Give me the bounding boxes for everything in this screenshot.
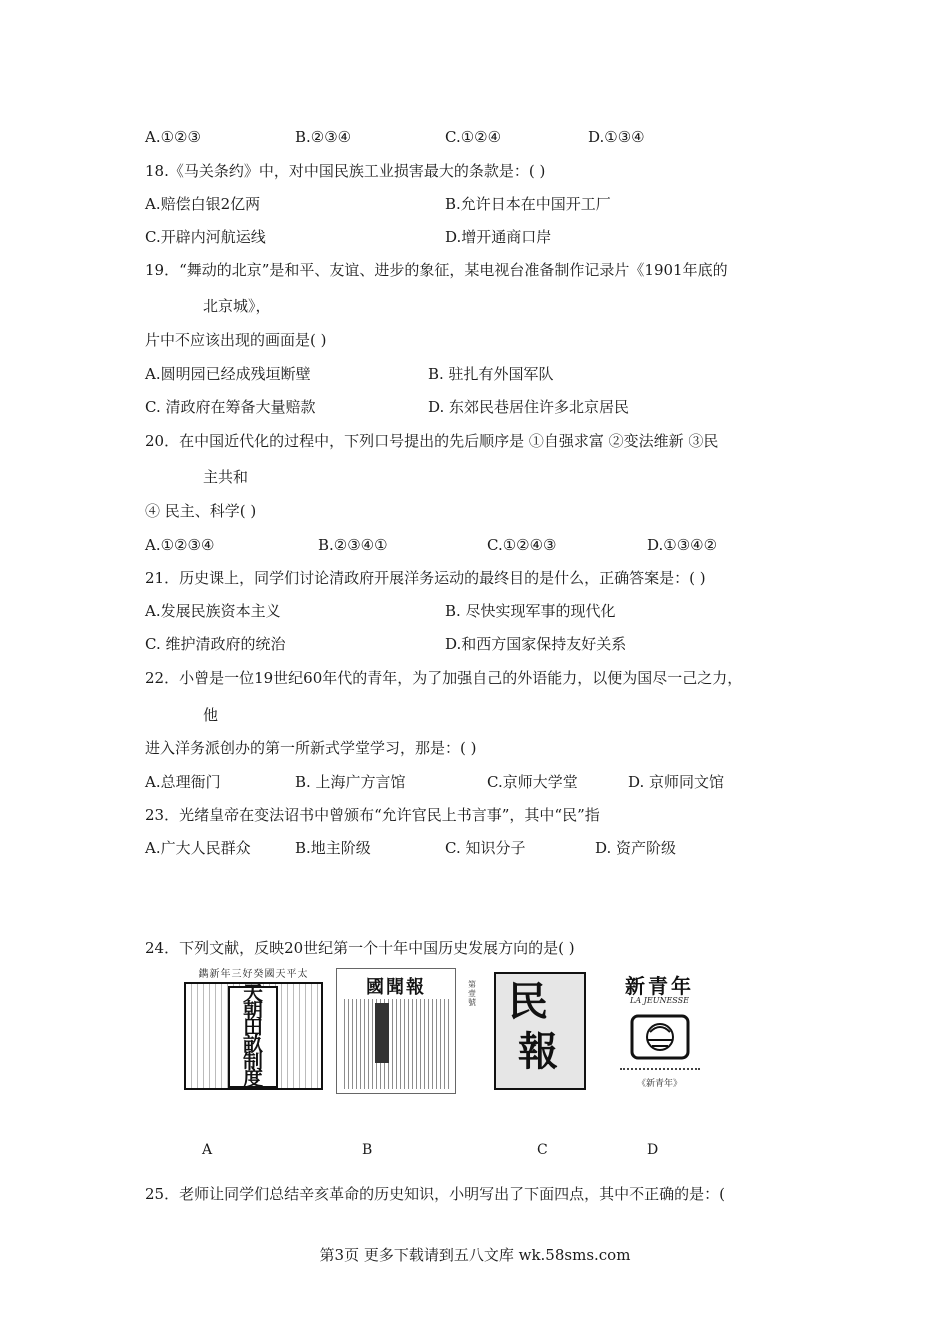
q20-stem: 20．在中国近代化的过程中，下列口号提出的先后顺序是 ①自强求富 ②变法维新 ③民 [145,432,719,450]
document-image-d [608,970,711,1094]
q20-stem-line3: ④ 民主、科学( ) [145,502,257,520]
q18-option-c: C.开辟内河航运线 [145,228,266,246]
q18-option-a: A.赔偿白银2亿两 [145,195,261,213]
q17-option-c: C.①②④ [445,128,502,146]
q20-option-a: A.①②③④ [145,536,215,554]
q19-stem-cont: 北京城》， [203,297,271,315]
q19-option-d: D. 东郊民巷居住许多北京居民 [428,398,630,416]
q18-stem: 18.《马关条约》中，对中国民族工业损害最大的条款是：( ) [145,162,546,180]
q23-option-b: B.地主阶级 [295,839,371,857]
q20-option-d: D.①③④② [647,536,718,554]
q22-option-c: C.京师大学堂 [487,773,578,791]
document-image-b [336,968,456,1094]
document-image-c [466,970,589,1094]
q22-stem-line3: 进入洋务派创办的第一所新式学堂学习，那是：( ) [145,739,477,757]
q17-option-a: A.①②③ [145,128,201,146]
image-c-char-1: 民 [508,978,548,1025]
q17-option-b: B.②③④ [295,128,352,146]
q17-option-d: D.①③④ [588,128,645,146]
q18-option-d: D.增开通商口岸 [445,228,552,246]
q21-stem: 21．历史课上，同学们讨论清政府开展洋务运动的最终目的是什么，正确答案是：( ) [145,569,706,587]
page-footer: 第3页 更多下载请到五八文库 wk.58sms.com [319,1246,631,1264]
q23-option-d: D. 资产阶级 [595,839,677,857]
q23-option-c: C. 知识分子 [445,839,526,857]
image-d-emblem [626,1008,694,1066]
image-a-char-4: 畝 [243,1032,263,1056]
q23-stem: 23．光绪皇帝在变法诏书中曾颁布“允许官民上书言事”，其中“民”指 [145,806,600,824]
q20-option-c: C.①②④③ [487,536,557,554]
q19-stem: 19．“舞动的北京”是和平、友谊、进步的象征，某电视台准备制作记录片《1901年底的 [145,261,728,279]
image-label-b: B [362,1142,373,1158]
image-label-c: C [537,1142,548,1158]
q22-option-d: D. 京师同文馆 [628,773,725,791]
image-a-char-1: 天 [243,981,263,1005]
q23-option-a: A.广大人民群众 [145,839,251,857]
q21-option-b: B. 尽快实现军事的现代化 [445,602,616,620]
image-label-a: A [202,1142,213,1158]
q22-option-b: B. 上海广方言馆 [295,773,406,791]
image-d-subtitle: LA JEUNESSE [630,996,689,1005]
q19-option-a: A.圆明园已经成残垣断壁 [145,365,311,383]
q20-option-b: B.②③④① [318,536,388,554]
q21-option-d: D.和西方国家保持友好关系 [445,635,627,653]
document-image-a [180,968,327,1094]
image-c-small-text: 第壹號 [468,980,476,1007]
q22-stem: 22．小曾是一位19世纪60年代的青年，为了加强自己的外语能力，以便为国尽一己之力， [145,669,743,687]
image-a-char-2: 朝 [243,998,263,1022]
q19-option-c: C. 清政府在筹备大量赔款 [145,398,316,416]
image-b-title: 國聞報 [366,977,426,998]
q21-option-a: A.发展民族资本主义 [145,602,281,620]
image-label-d: D [647,1142,659,1158]
image-a-char-3: 田 [243,1015,263,1039]
q19-option-b: B. 驻扎有外国军队 [428,365,554,383]
q24-stem: 24．下列文献，反映20世纪第一个十年中国历史发展方向的是( ) [145,939,575,957]
image-d-caption: 《新青年》 [636,1079,682,1089]
image-a-char-6: 度 [243,1066,263,1090]
image-c-char-2: 報 [518,1028,558,1075]
q18-option-b: B.允许日本在中国开工厂 [445,195,611,213]
image-a-char-5: 制 [243,1049,263,1073]
q21-option-c: C. 维护清政府的统治 [145,635,286,653]
q22-option-a: A.总理衙门 [145,773,221,791]
image-a-banner: 鐫新年三好癸國天平太 [198,969,309,980]
q22-stem-cont: 他 [203,706,219,724]
q25-stem: 25．老师让同学们总结辛亥革命的历史知识，小明写出了下面四点，其中不正确的是：( [145,1185,725,1203]
q19-stem-line3: 片中不应该出现的画面是( ) [145,331,327,349]
q20-stem-cont: 主共和 [203,468,249,486]
image-d-title: 新青年 [625,974,694,998]
